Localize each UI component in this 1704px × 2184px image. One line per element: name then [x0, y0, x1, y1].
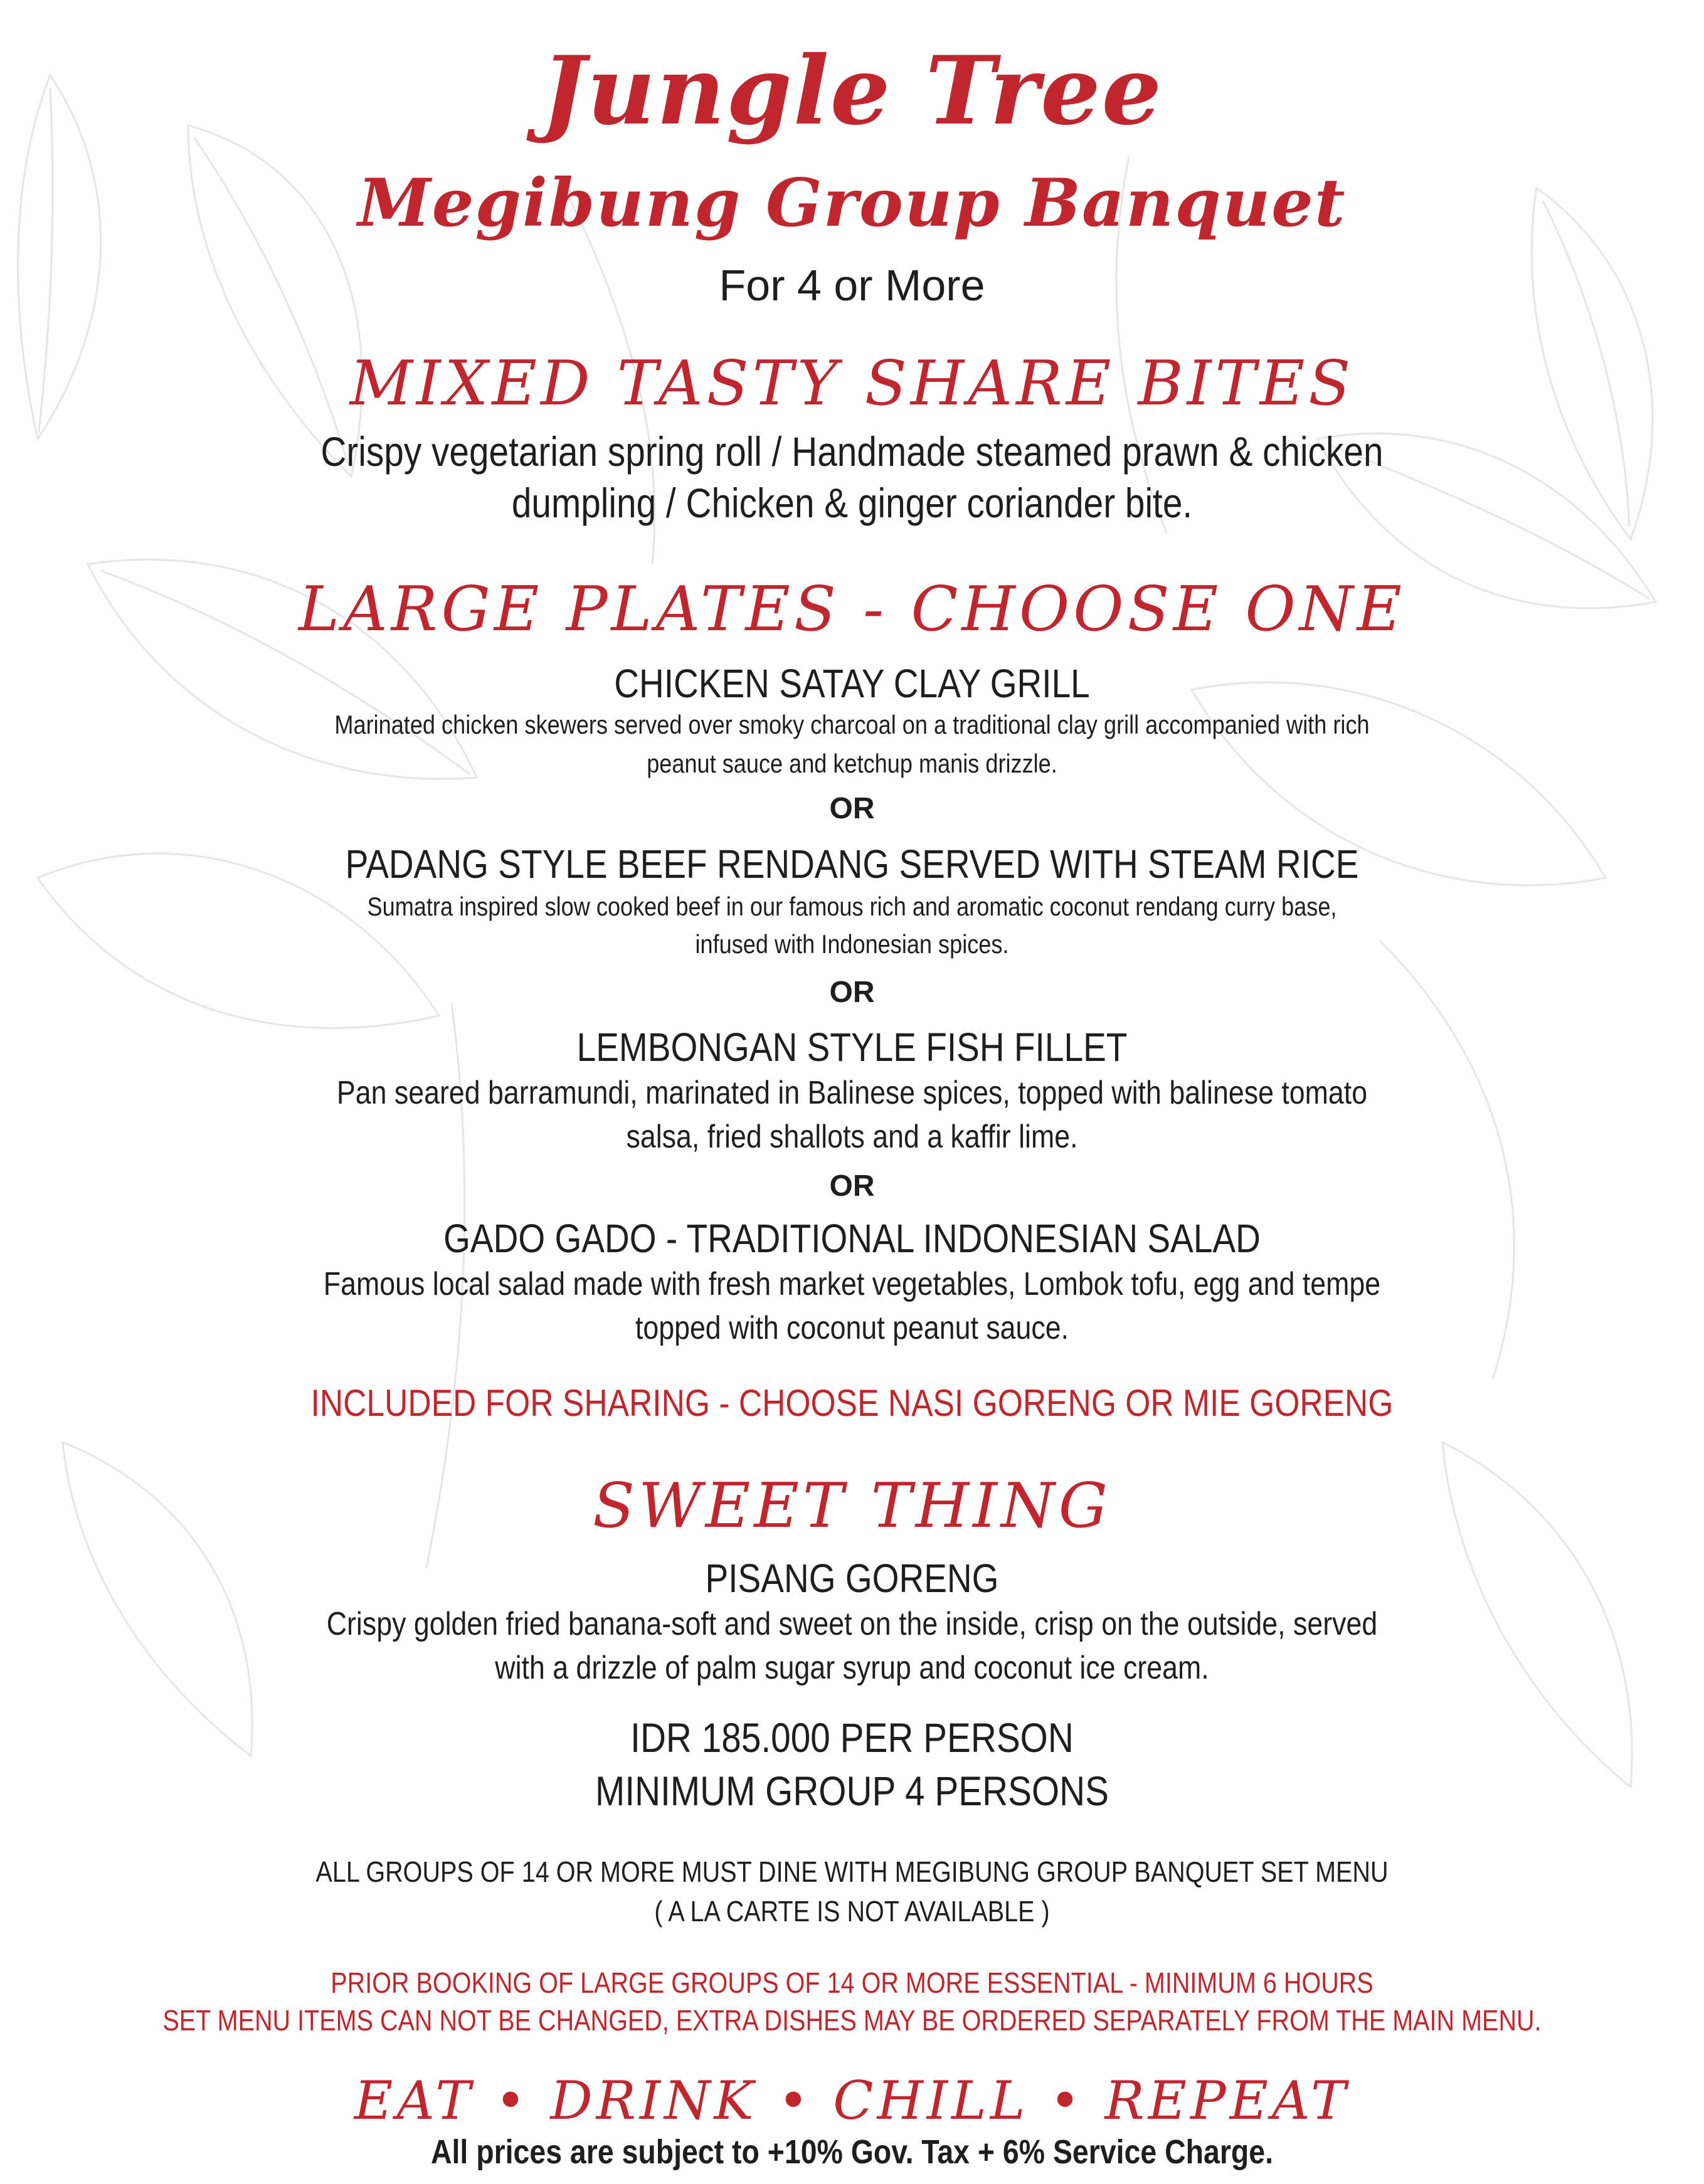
dish-description: Famous local salad made with fresh market vegetables, Lombok tofu, egg and tempe: [323, 1266, 1381, 1302]
included-sharing-note: INCLUDED FOR SHARING - CHOOSE NASI GORENG OR MIE GORENG: [310, 1382, 1394, 1424]
dish-name: CHICKEN SATAY CLAY GRILL: [614, 661, 1090, 706]
dish-description: peanut sauce and ketchup manis drizzle.: [647, 749, 1057, 778]
share-bites-heading: MIXED TASTY SHARE BITES: [349, 348, 1355, 419]
dish-description: Sumatra inspired slow cooked beef in our famous rich and aromatic coconut rendang curry base,: [367, 892, 1337, 921]
or-separator: OR: [829, 976, 875, 1009]
or-separator: OR: [829, 1169, 875, 1203]
policy-note: ( A LA CARTE IS NOT AVAILABLE ): [654, 1895, 1050, 1928]
dish-name: GADO GADO - TRADITIONAL INDONESIAN SALAD: [443, 1216, 1261, 1261]
restaurant-title: Jungle Tree: [541, 36, 1163, 146]
large-plates-heading: LARGE PLATES - CHOOSE ONE: [298, 574, 1406, 645]
dish-name: PADANG STYLE BEEF RENDANG SERVED WITH STEAM RICE: [345, 841, 1359, 887]
dessert-description: with a drizzle of palm sugar syrup and coconut ice cream.: [495, 1650, 1209, 1686]
tax-note: All prices are subject to +10% Gov. Tax + 6% Service Charge.: [430, 2133, 1274, 2171]
share-bites-line: Crispy vegetarian spring roll / Handmade steamed prawn & chicken: [320, 428, 1384, 475]
dish-description: Pan seared barramundi, marinated in Balinese spices, topped with balinese tomato: [336, 1075, 1368, 1111]
dish-name: LEMBONGAN STYLE FISH FILLET: [576, 1025, 1128, 1070]
group-size-note: For 4 or More: [719, 261, 985, 310]
dish-description: Marinated chicken skewers served over smoky charcoal on a traditional clay grill accompanied with rich: [334, 710, 1370, 739]
sweet-heading: SWEET THING: [592, 1470, 1112, 1542]
dish-description: salsa, fried shallots and a kaffir lime.: [626, 1119, 1078, 1155]
price-per-person: IDR 185.000 PER PERSON: [630, 1714, 1074, 1761]
menu-subtitle: Megibung Group Banquet: [357, 164, 1347, 241]
dish-description: topped with coconut peanut sauce.: [635, 1310, 1069, 1346]
or-separator: OR: [829, 792, 875, 825]
booking-note: PRIOR BOOKING OF LARGE GROUPS OF 14 OR MORE ESSENTIAL - MINIMUM 6 HOURS: [331, 1966, 1373, 1999]
policy-note: ALL GROUPS OF 14 OR MORE MUST DINE WITH MEGIBUNG GROUP BANQUET SET MENU: [315, 1855, 1389, 1888]
dessert-description: Crispy golden fried banana-soft and sweet on the inside, crisp on the outside, served: [326, 1606, 1378, 1642]
share-bites-line: dumpling / Chicken & ginger coriander bite.: [511, 480, 1193, 526]
dessert-name: PISANG GORENG: [705, 1556, 999, 1601]
dish-description: infused with Indonesian spices.: [695, 929, 1009, 959]
tagline: EAT • DRINK • CHILL • REPEAT: [354, 2070, 1350, 2131]
booking-note: SET MENU ITEMS CAN NOT BE CHANGED, EXTRA DISHES MAY BE ORDERED SEPARATELY FROM THE MAIN MENU.: [162, 2004, 1542, 2037]
minimum-group: MINIMUM GROUP 4 PERSONS: [595, 1768, 1109, 1814]
